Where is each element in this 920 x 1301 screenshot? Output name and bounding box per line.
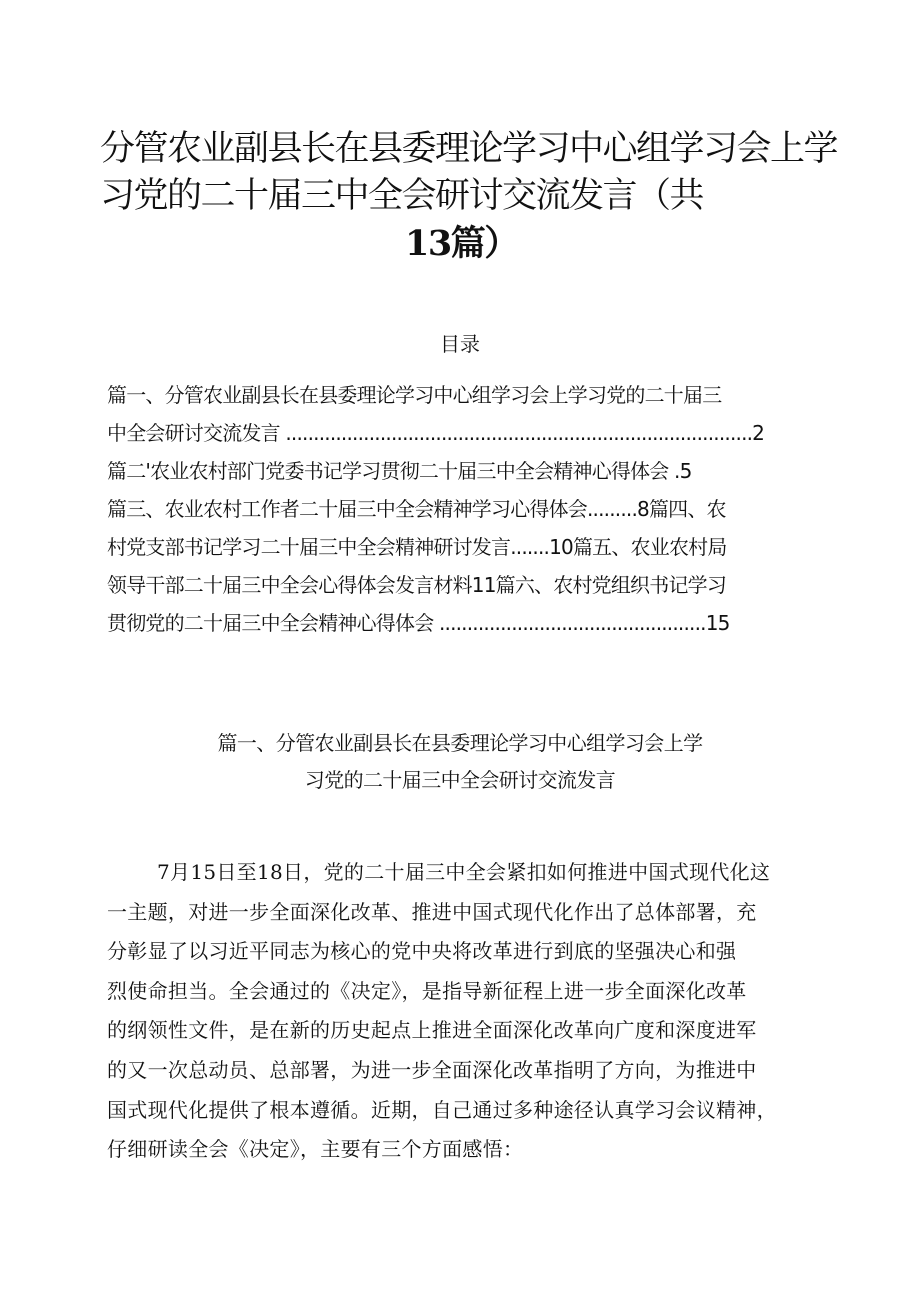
toc-line[interactable]: 中全会研讨交流发言 ....................................................................................2 xyxy=(107,421,765,445)
body-line: 烈使命担当。全会通过的《决定》，是指导新征程上进一步全面深化改革 xyxy=(107,978,747,1003)
document-title-line: 习党的二十届三中全会研讨交流发言（共 xyxy=(100,176,704,216)
body-line: 的又一次总动员、总部署，为进一步全面深化改革指明了方向，为推进中 xyxy=(107,1057,757,1082)
body-line: 仔细研读全会《决定》，主要有三个方面感悟： xyxy=(107,1137,524,1162)
body-line: 一主题，对进一步全面深化改革、推进中国式现代化作出了总体部署，充 xyxy=(107,899,757,924)
body-paragraph xyxy=(107,853,842,1170)
body-line: 的纲领性文件，是在新的历史起点上推进全面深化改革向广度和深度进军 xyxy=(107,1018,757,1043)
toc-line[interactable]: 村党支部书记学习二十届三中全会精神研讨发言.......10篇五、农业农村局 xyxy=(107,535,727,559)
section-heading-line: 篇一、分管农业副县长在县委理论学习中心组学习会上学 xyxy=(217,731,703,755)
body-line: 7月15日至18日，党的二十届三中全会紧扣如何推进中国式现代化这 xyxy=(157,860,771,884)
section-heading-line: 习党的二十届三中全会研讨交流发言 xyxy=(304,768,616,792)
toc-line[interactable]: 领导干部二十届三中全会心得体会发言材料11篇六、农村党组织书记学习 xyxy=(107,573,727,597)
toc-heading: 目录 xyxy=(440,332,480,356)
body-line: 国式现代化提供了根本遵循。近期，自己通过多种途径认真学习会议精神， xyxy=(107,1097,777,1122)
document-title-line: 分管农业副县长在县委理论学习中心组学习会上学 xyxy=(100,129,838,169)
section-heading xyxy=(0,725,920,799)
document-title-line: 13篇） xyxy=(405,223,518,264)
toc-line[interactable]: 篇二'农业农村部门党委书记学习贯彻二十届三中全会精神心得体会 .5 xyxy=(107,459,692,483)
body-line: 分彰显了以习近平同志为核心的党中央将改革进行到底的坚强决心和强 xyxy=(107,939,737,964)
toc-line[interactable]: 篇三、农业农村工作者二十届三中全会精神学习心得体会.........8篇四、农 xyxy=(107,497,726,521)
table-of-contents xyxy=(107,376,842,642)
toc-line[interactable]: 篇一、分管农业副县长在县委理论学习中心组学习会上学习党的二十届三 xyxy=(107,383,722,407)
document-title xyxy=(100,126,838,267)
toc-line[interactable]: 贯彻党的二十届三中全会精神心得体会 ................................................15 xyxy=(107,611,730,635)
